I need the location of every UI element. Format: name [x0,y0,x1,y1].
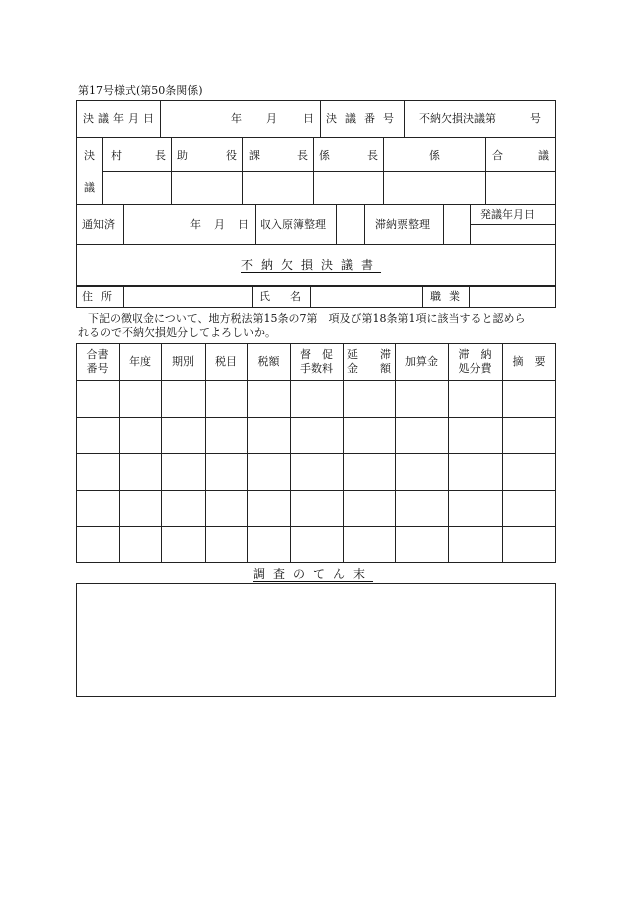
year-label: 年 [231,112,242,125]
notified-label: 通知済 [82,218,115,231]
role-yaku: 役 [226,149,237,162]
document-title: 不納欠損決議書 [241,258,382,272]
role-ka: 課 [249,149,260,162]
table-header-text: 摘 要 [512,354,546,368]
month-label: 月 [266,112,277,125]
issue-date-label: 発議年月日 [480,208,535,221]
notified-year: 年 [190,218,201,231]
table-header-text: 年度 [129,354,151,368]
table-row-divider [76,453,556,454]
table-header-cell [161,343,205,380]
statement-line-1: 下記の徴収金について、地方税法第15条の7第 項及び第18条第1項に該当すると認めら [88,312,526,325]
table-header-text: 督 促 [300,347,333,361]
table-header-text: 合書 [86,347,109,361]
investigation-title: 調査のてん末 [253,567,374,581]
table-header-text: 手数料 [300,361,333,375]
table-header-text: 期別 [172,354,194,368]
role-go: 合 [492,149,503,162]
address-label: 住所 [82,290,120,303]
table-header-cell [448,343,502,380]
table-header-text: 延 滞 [347,347,391,361]
resolution-date-label: 決議年月日 [83,112,158,125]
notified-month: 月 [214,218,225,231]
resolution-number-label: 決議番号 [326,112,402,125]
occupation-label: 職業 [430,290,468,303]
approval-ketsu: 決 [84,149,95,162]
table-header-cell [119,343,161,380]
name-label: 氏名 [259,290,321,303]
table-header-text: 税目 [215,354,237,368]
table-row-divider [76,490,556,491]
table-header-cell [290,343,343,380]
role-kakari: 係 [319,149,330,162]
role-kakari-2: 係 [429,149,440,162]
table-header-cell [247,343,290,380]
table-header-text: 加算金 [405,354,438,368]
table-header-text: 処分費 [458,361,492,375]
table-header-text: 金 額 [347,361,391,375]
arrears-label: 滞納票整理 [375,218,430,231]
role-mura-cho: 長 [155,149,166,162]
table-header-cell [205,343,247,380]
table-header-cell [395,343,448,380]
table-header-text: 番号 [86,361,109,375]
role-gi: 議 [538,149,549,162]
statement-line-2: れるので不納欠損処分してよろしいか。 [78,326,276,339]
day-label: 日 [303,112,314,125]
investigation-box [76,583,556,697]
role-kakari-cho: 長 [367,149,378,162]
role-mura: 村 [111,149,122,162]
resolution-number-prefix: 不納欠損決議第 [419,112,496,125]
notified-day: 日 [238,218,249,231]
table-header-cell [343,343,395,380]
resolution-number-suffix: 号 [530,112,541,125]
table-header-cell [76,343,119,380]
role-ka-cho: 長 [297,149,308,162]
table-row-divider [76,380,556,381]
form-id: 第17号様式(第50条関係) [78,84,203,97]
ledger-label: 収入原簿整理 [260,218,326,231]
table-header-text: 滞 納 [458,347,492,361]
role-jo: 助 [177,149,188,162]
table-row-divider [76,526,556,527]
table-row-divider [76,417,556,418]
approval-gi: 議 [84,181,95,194]
table-header-text: 税額 [257,354,280,368]
table-header-cell [502,343,556,380]
